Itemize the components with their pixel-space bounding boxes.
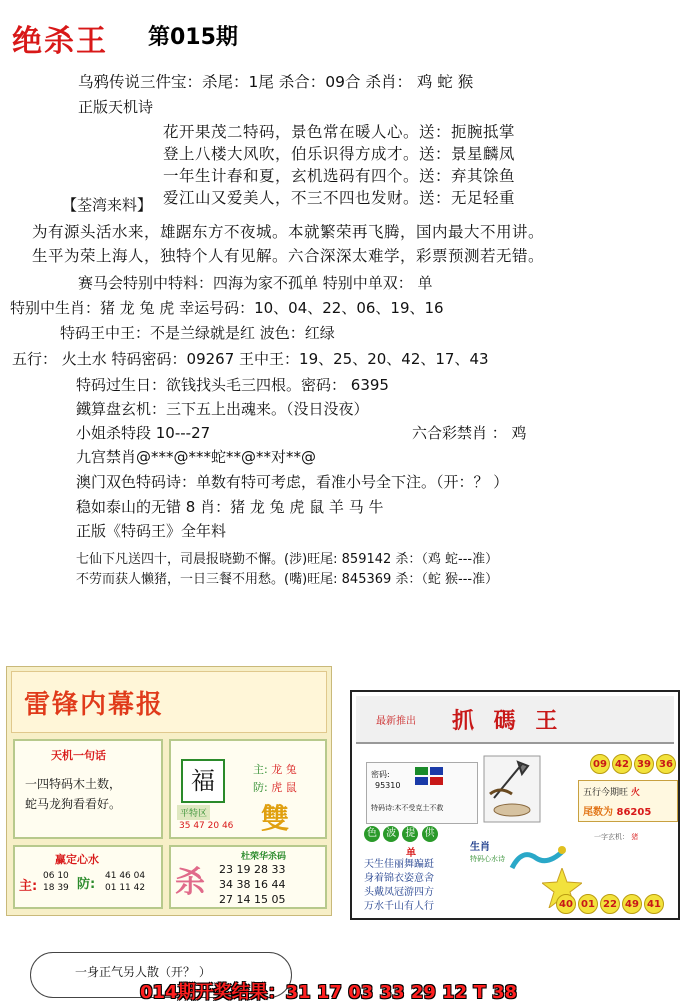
- tema-row: 特码诗:木不受克土不救: [371, 804, 444, 812]
- cloud-text: 一身正气另人散（开？ ）: [75, 965, 211, 979]
- pingte-label: 平特区: [177, 805, 210, 820]
- poem-line: 一年生计春和夏，玄机选码有四个。送：弃其馀鱼: [163, 167, 516, 185]
- jiugong-line: 九宫禁肖@***@***蛇**@**对**@: [76, 448, 317, 466]
- wuxing-line: 五行： 火土水 特码密码：09267 王中王：19、25、20、42、17、43: [12, 350, 489, 368]
- zhuama-wang-image: [350, 690, 680, 920]
- leifeng-title: 雷锋内幕报: [24, 690, 165, 720]
- zhuama-header: [356, 696, 674, 744]
- right-poem-line: 天生佳丽舞蹁跹: [364, 859, 434, 870]
- huama-row: 23 19 28 33: [219, 863, 286, 876]
- ball: 39: [634, 754, 654, 774]
- taiwan-line: 生平为荣上海人，独特个人有见解。六合深深太难学，彩票预测若无错。: [32, 247, 545, 265]
- brand-title: 绝杀王: [12, 24, 108, 59]
- mima-row: 密码: 95310: [371, 770, 401, 790]
- fu-panel: [169, 739, 327, 839]
- ball: 40: [556, 894, 576, 914]
- zhu-row: 主: 龙 兔: [253, 763, 297, 776]
- shengxiao-line: 特别中生肖：猪 龙 兔 虎 幸运号码：10、04、22、06、19、16: [10, 299, 444, 317]
- result-banner: 014期开奖结果：31 17 03 33 29 12 T 38: [140, 982, 518, 1003]
- huama-panel: [169, 845, 327, 909]
- tiesuan-line: 鐵算盘玄机：三下五上出魂来。（没日没夜）: [76, 400, 369, 418]
- right-poem-line: 身着锦衣姿意舍: [364, 873, 434, 884]
- liuhecai-line: 六合彩禁肖 ： 鸡: [412, 424, 527, 442]
- tianji-panel: [13, 739, 163, 839]
- sanjianbao-line: 乌鸦传说三件宝：杀尾：1尾 杀合：09合 杀肖： 鸡 蛇 猴: [78, 73, 474, 91]
- zhu2-nums: 18 39: [43, 883, 69, 893]
- shengri-line: 特码过生日：欲钱找头毛三四根。密码： 6395: [76, 376, 389, 394]
- right-poem-line: 头戴凤冠游四方: [364, 887, 434, 898]
- xinshui-label: 赢定心水: [55, 853, 99, 866]
- leifeng-header: [11, 671, 327, 733]
- xinshui-panel: [13, 845, 163, 909]
- fu-char: 福: [181, 759, 225, 803]
- taiwan-line: 为有源头活水来，雄踞东方不夜城。本就繁荣再飞腾，国内最大不用讲。: [32, 223, 545, 241]
- weishu-row: 尾数为 86205: [583, 807, 652, 818]
- zhu2-label: 主:: [19, 879, 38, 894]
- quannian-line: 正版《特码王》全年料: [76, 522, 227, 540]
- ball: 01: [578, 894, 598, 914]
- ball: 22: [600, 894, 620, 914]
- axe-illustration-icon: [482, 754, 542, 824]
- bulao-line: 不劳而获人懒猪，一日三餐不用愁。(嘴)旺尾: 845369 杀：（蛇 猴---准）: [76, 572, 499, 587]
- ball: 49: [622, 894, 642, 914]
- aomen-line: 澳门双色特码诗：单数有特可考虑，看准小号全下注。（开：？ ）: [76, 473, 509, 491]
- huama-row: 27 14 15 05: [219, 893, 286, 906]
- poem-line: 登上八楼大风吹，伯乐识得方成才。送：景星麟凤: [163, 145, 516, 163]
- shuang-char: 雙: [261, 802, 290, 835]
- te-tag: 特码心水诗: [470, 855, 505, 863]
- xiaojie-line: 小姐杀特段 10---27: [76, 424, 211, 442]
- shengxiao-tag: 生肖: [470, 842, 490, 853]
- tianji-text: 一四特码木土数，: [25, 777, 122, 791]
- ball: 09: [590, 754, 610, 774]
- sha-char: 杀: [175, 865, 205, 900]
- leifeng-newspaper-image: [6, 666, 332, 916]
- ball: 41: [644, 894, 664, 914]
- fang-row: 防: 虎 鼠: [253, 781, 297, 794]
- fang2-label: 防:: [77, 877, 96, 892]
- huama-row: 34 38 16 44: [219, 878, 286, 891]
- ball: 42: [612, 754, 632, 774]
- tag-row: 色 波 提 供: [364, 826, 438, 842]
- fang2-nums: 41 46 04: [105, 871, 146, 881]
- qixian-line: 七仙下凡送四十，司晨报晓勤不懈。(涉)旺尾: 859142 杀：（鸡 蛇---准）: [76, 552, 499, 567]
- right-poem: [364, 858, 434, 914]
- huama-title: 杜荣华杀码: [241, 852, 287, 862]
- tianji-text: 蛇马龙狗看看好。: [25, 797, 122, 811]
- tianji-title: 正版天机诗: [78, 98, 154, 116]
- ball: 36: [656, 754, 676, 774]
- wenru-line: 稳如泰山的无错 8 肖：猪 龙 兔 虎 鼠 羊 马 牛: [76, 498, 384, 516]
- saima-line: 赛马会特别中特料：四海为家不孤单 特别中单双： 单: [78, 274, 433, 292]
- zhuama-sub: 最新推出: [376, 716, 416, 727]
- fang2-nums: 01 11 42: [105, 883, 146, 893]
- issue-number: 第015期: [148, 25, 238, 50]
- zhu2-nums: 06 10: [43, 871, 69, 881]
- mima-box: [366, 762, 478, 824]
- poem-line: 花开果茂二特码，景色常在暖人心。送：扼腕抵掌: [163, 123, 516, 141]
- wuxing-row: 五行今期旺 火: [583, 788, 640, 798]
- tianji-label: 天机一句话: [51, 749, 106, 762]
- taiwan-title: 【荃湾来料】: [62, 196, 153, 214]
- zhuama-title: 抓 碼 王: [452, 708, 564, 734]
- poem-line: 爱江山又爱美人，不三不四也发财。送：无足轻重: [163, 189, 516, 207]
- right-poem-line: 万水千山有人行: [364, 901, 434, 912]
- yiju-row: 一字玄机： 猪: [594, 833, 639, 841]
- wuxing-box: [578, 780, 678, 822]
- logo-icon: [415, 767, 443, 785]
- dan-label: 单: [406, 848, 416, 859]
- pingte-nums: 35 47 20 46: [179, 821, 234, 831]
- tema-wang-line: 特码王中王：不是兰绿就是红 波色：红绿: [60, 324, 335, 342]
